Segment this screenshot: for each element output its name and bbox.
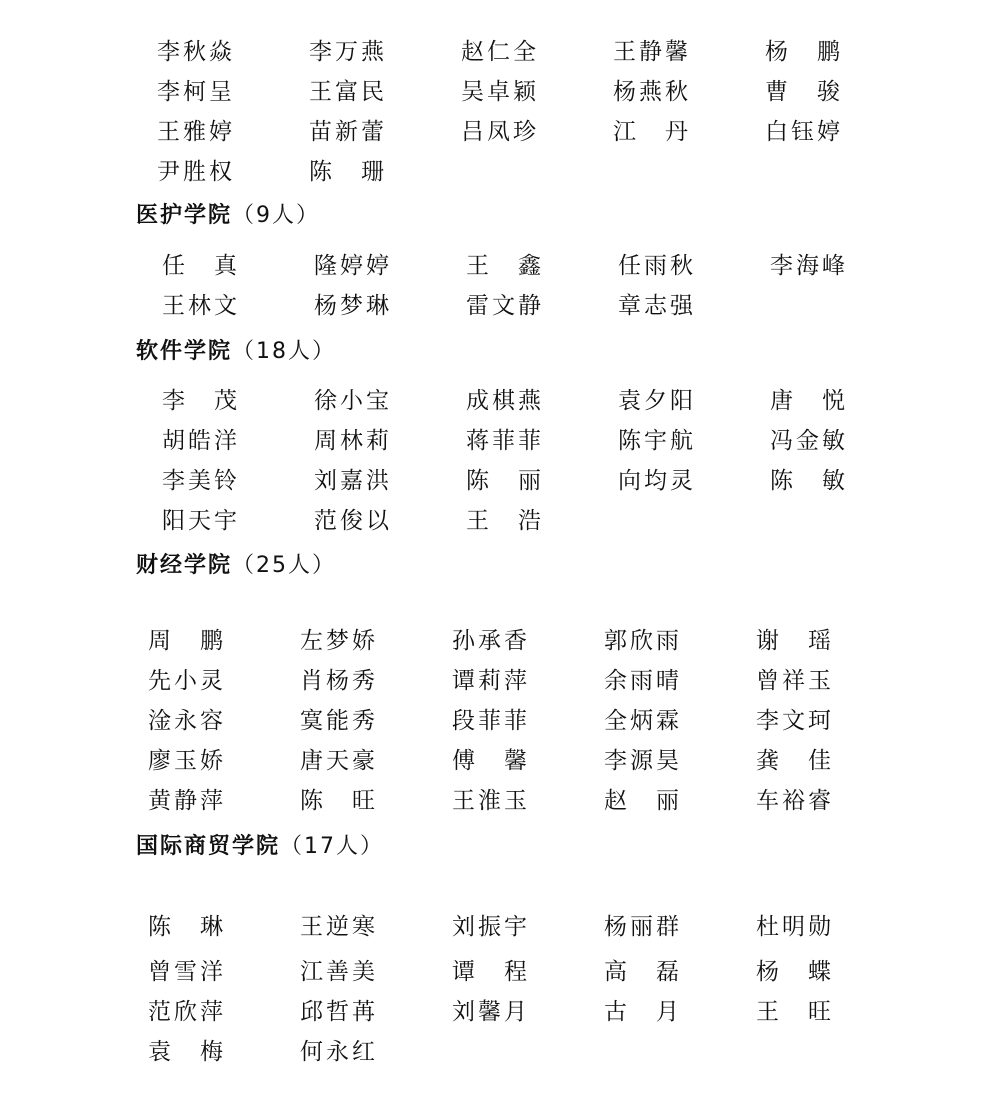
person-name: 左梦娇	[300, 628, 378, 654]
person-name: 余雨晴	[604, 668, 682, 694]
person-name: 车裕睿	[756, 788, 834, 814]
section-count: （18人）	[232, 339, 337, 364]
person-name: 李海峰	[770, 253, 848, 279]
name-row	[0, 745, 1000, 785]
person-name: 陈 敏	[770, 468, 848, 494]
section-heading	[136, 832, 384, 862]
person-name: 江 丹	[613, 119, 691, 145]
person-name: 陈宇航	[618, 428, 696, 454]
name-row	[0, 465, 1000, 505]
section-count: （25人）	[232, 553, 337, 578]
person-name: 先小灵	[148, 668, 226, 694]
person-name: 唐 悦	[770, 388, 848, 414]
person-name: 龚 佳	[756, 748, 834, 774]
section-count: （17人）	[280, 834, 385, 859]
person-name: 王 鑫	[466, 253, 544, 279]
person-name: 陈 珊	[309, 159, 387, 185]
person-name: 刘嘉洪	[314, 468, 392, 494]
section-title: 国际商贸学院	[136, 834, 281, 859]
person-name: 王 浩	[466, 508, 544, 534]
person-name: 肖杨秀	[300, 668, 378, 694]
person-name: 冯金敏	[770, 428, 848, 454]
person-name: 成棋燕	[466, 388, 544, 414]
person-name: 阳天宇	[162, 508, 240, 534]
person-name: 徐小宝	[314, 388, 392, 414]
name-row	[0, 116, 1000, 156]
name-row	[0, 290, 1000, 330]
person-name: 曾祥玉	[756, 668, 834, 694]
person-name: 寞能秀	[300, 708, 378, 734]
person-name: 孙承香	[452, 628, 530, 654]
person-name: 邱哲苒	[300, 999, 378, 1025]
person-name: 谭莉萍	[452, 668, 530, 694]
person-name: 刘馨月	[452, 999, 530, 1025]
person-name: 江善美	[300, 959, 378, 985]
person-name: 李美铃	[162, 468, 240, 494]
name-row	[0, 665, 1000, 705]
person-name: 陈 琳	[148, 914, 226, 940]
section-title: 软件学院	[136, 339, 233, 364]
name-row	[0, 250, 1000, 290]
person-name: 赵 丽	[604, 788, 682, 814]
person-name: 陈 旺	[300, 788, 378, 814]
person-name: 雷文静	[466, 293, 544, 319]
section-title: 财经学院	[136, 553, 233, 578]
person-name: 范欣萍	[148, 999, 226, 1025]
name-row	[0, 156, 1000, 196]
person-name: 范俊以	[314, 508, 392, 534]
person-name: 杨 鹏	[765, 39, 843, 65]
name-row	[0, 705, 1000, 745]
person-name: 杨丽群	[604, 914, 682, 940]
person-name: 何永红	[300, 1039, 378, 1065]
name-row	[0, 956, 1000, 996]
person-name: 向均灵	[618, 468, 696, 494]
person-name: 李柯呈	[157, 79, 235, 105]
person-name: 谢 瑶	[756, 628, 834, 654]
person-name: 黄静萍	[148, 788, 226, 814]
person-name: 杨 蝶	[756, 959, 834, 985]
person-name: 王淮玉	[452, 788, 530, 814]
person-name: 李万燕	[309, 39, 387, 65]
person-name: 唐天豪	[300, 748, 378, 774]
person-name: 袁 梅	[148, 1039, 226, 1065]
section-count: （9人）	[232, 203, 321, 228]
person-name: 李文珂	[756, 708, 834, 734]
person-name: 李源昊	[604, 748, 682, 774]
person-name: 章志强	[618, 293, 696, 319]
person-name: 赵仁全	[461, 39, 539, 65]
person-name: 全炳霖	[604, 708, 682, 734]
person-name: 李 茂	[162, 388, 240, 414]
name-row	[0, 76, 1000, 116]
section-heading	[136, 201, 320, 231]
section-heading	[136, 337, 336, 367]
person-name: 段菲菲	[452, 708, 530, 734]
person-name: 郭欣雨	[604, 628, 682, 654]
name-row	[0, 996, 1000, 1036]
person-name: 王富民	[309, 79, 387, 105]
person-name: 傅 馨	[452, 748, 530, 774]
person-name: 蒋菲菲	[466, 428, 544, 454]
person-name: 杨燕秋	[613, 79, 691, 105]
person-name: 王逆寒	[300, 914, 378, 940]
name-row	[0, 36, 1000, 76]
person-name: 周林莉	[314, 428, 392, 454]
person-name: 王 旺	[756, 999, 834, 1025]
section-title: 医护学院	[136, 203, 233, 228]
name-row	[0, 911, 1000, 951]
name-row	[0, 385, 1000, 425]
name-row	[0, 425, 1000, 465]
person-name: 吴卓颖	[461, 79, 539, 105]
person-name: 曹 骏	[765, 79, 843, 105]
person-name: 尹胜权	[157, 159, 235, 185]
person-name: 杨梦琳	[314, 293, 392, 319]
person-name: 陈 丽	[466, 468, 544, 494]
person-name: 王雅婷	[157, 119, 235, 145]
person-name: 王静馨	[613, 39, 691, 65]
person-name: 谭 程	[452, 959, 530, 985]
person-name: 杜明勋	[756, 914, 834, 940]
person-name: 曾雪洋	[148, 959, 226, 985]
person-name: 隆婷婷	[314, 253, 392, 279]
person-name: 高 磊	[604, 959, 682, 985]
person-name: 刘振宇	[452, 914, 530, 940]
person-name: 淦永容	[148, 708, 226, 734]
person-name: 任 真	[162, 253, 240, 279]
person-name: 袁夕阳	[618, 388, 696, 414]
person-name: 廖玉娇	[148, 748, 226, 774]
person-name: 苗新蕾	[309, 119, 387, 145]
person-name: 任雨秋	[618, 253, 696, 279]
name-row	[0, 625, 1000, 665]
person-name: 古 月	[604, 999, 682, 1025]
person-name: 周 鹏	[148, 628, 226, 654]
person-name: 王林文	[162, 293, 240, 319]
section-heading	[136, 551, 336, 581]
person-name: 吕凤珍	[461, 119, 539, 145]
name-row	[0, 785, 1000, 825]
person-name: 胡皓洋	[162, 428, 240, 454]
person-name: 李秋焱	[157, 39, 235, 65]
person-name: 白钰婷	[765, 119, 843, 145]
name-row	[0, 1036, 1000, 1076]
name-row	[0, 505, 1000, 545]
